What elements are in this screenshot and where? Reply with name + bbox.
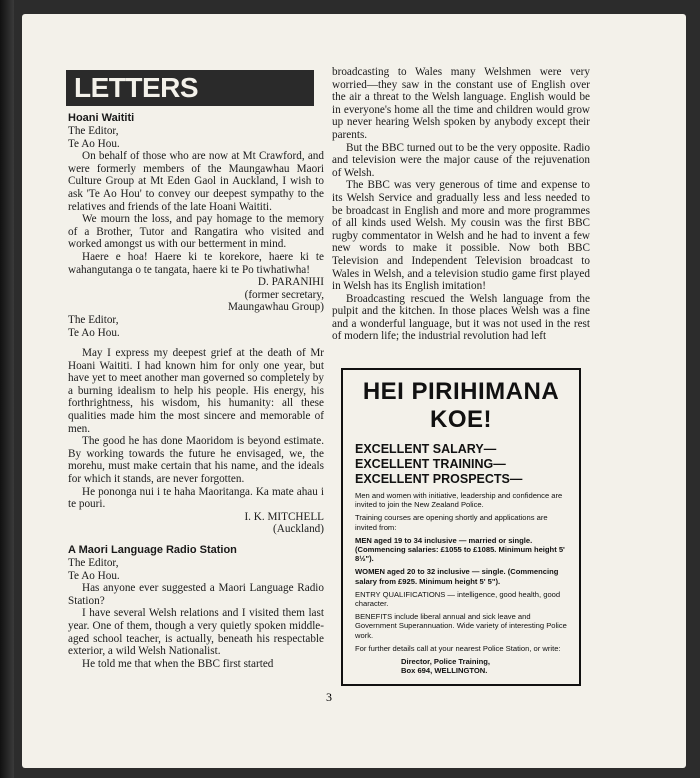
book-gutter: [0, 0, 14, 778]
right-column: [332, 66, 590, 343]
left-column: [68, 112, 324, 670]
advert-text: ENTRY QUALIFICATIONS — intelligence, good health, good character.: [355, 589, 561, 609]
advert-feature: EXCELLENT TRAINING—: [355, 457, 506, 471]
advert-text: For further details call at your nearest Police Station, or write:: [355, 643, 561, 653]
advert-text: WOMEN aged 20 to 32 inclusive — single. (Commencing salary from £925. Minimum height 5' 5").: [355, 567, 559, 586]
salutation: The Editor,: [68, 313, 119, 326]
advert-address: Box 694, WELLINGTON.: [401, 666, 488, 676]
salutation: The Editor,: [68, 557, 119, 569]
paragraph: I have several Welsh relations and I visited them last year. One of them, though a very quietly spoken middle-aged school teacher, is actually, beneath his respectable exterior, a wild Welsh Nationalist.: [68, 607, 324, 658]
section-title: LETTERS: [66, 70, 314, 106]
advert-text: Training courses are opening shortly and applications are invited from:: [355, 513, 548, 532]
advert-address: Director, Police Training,: [401, 657, 491, 667]
letter-heading: A Maori Language Radio Station: [68, 544, 237, 556]
page-number: 3: [326, 690, 332, 704]
paragraph: Has anyone ever suggested a Maori Language Radio Station?: [68, 582, 324, 607]
signature-name: I. K. MITCHELL: [244, 510, 324, 523]
advert-feature: EXCELLENT PROSPECTS—: [355, 472, 523, 486]
advert-text: Men and women with initiative, leadership and confidence are invited to join the New Zealand Police.: [355, 491, 563, 510]
paragraph: He told me that when the BBC first started: [82, 657, 274, 670]
paragraph: We mourn the loss, and pay homage to the memory of a Brother, Tutor and Rangatira who visited and worked amongst us with our betterment in mind.: [68, 213, 324, 251]
paragraph: He pononga nui i te haha Maoritanga. Ka mate ahau i te pouri.: [68, 485, 324, 511]
advert-headline: HEI PIRIHIMANA: [362, 378, 560, 405]
salutation: Te Ao Hou.: [68, 137, 120, 150]
salutation: Te Ao Hou.: [68, 569, 120, 582]
signature-name: D. PARANIHI: [257, 276, 324, 289]
signature-role: (former secretary,: [244, 288, 324, 301]
signature-place: (Auckland): [273, 523, 324, 536]
paragraph: Broadcasting rescued the Welsh language from the pulpit and the kitchen. In those places Welsh was a fine and a wonderful language, but it was not used in the rest of modern life; the industrial revolution had left: [332, 292, 590, 343]
paragraph: On behalf of those who are now at Mt Crawford, and were formerly members of the Maungawhau Maori Culture Group at Mt Eden Gaol in Auckland, I wish to ask 'Te Ao Hou' to convey our deepest sympathy to the relatives and friends of the late Hoani Waititi.: [68, 150, 324, 213]
signature-role: Maungawhau Group): [227, 301, 324, 314]
advert-feature: EXCELLENT SALARY—: [355, 442, 497, 456]
police-recruitment-advert: [341, 368, 581, 686]
advert-text: MEN aged 19 to 34 inclusive — married or single. (Commencing salaries: £1055 to £1085. Minimum height 5' 8½").: [355, 535, 565, 564]
salutation: Te Ao Hou.: [68, 326, 120, 339]
paragraph: broadcasting to Wales many Welshmen were very worried—they saw in the constant use of English over the air a threat to the Welsh language. English would be in everyone's home all the time and children would grow up never hearing Welsh spoken by anybody except their parents.: [332, 66, 590, 141]
paragraph: The good he has done Maoridom is beyond estimate. By working towards the future he envisaged, we, the morehu, must make certain that his name, and the ideals for which it stands, are never forgotten.: [68, 435, 324, 486]
advert-text: BENEFITS include liberal annual and sick leave and Government Superannuation. Wide variety of interesting Police work.: [355, 612, 567, 640]
paragraph: May I express my deepest grief at the death of Mr Hoani Waititi. I had known him for only one year, but have yet to meet another man governed so completely by a burning idealism to help his people. His energy, his forthrightness, his wisdom, his humanity: all these qualities made him the most sincere and memorable of men.: [68, 347, 324, 435]
paragraph: The BBC was very generous of time and expense to its Welsh Service and gradually less and less needed to be broadcast in English and more and more programmes of all kinds used Welsh. My cousin was the first BBC rugby commentator in Welsh and he had to invent a few new words to make it possible. Now both BBC Television and Independent Television broadcast to Wales in Welsh, and a television studio game first played in Welsh has its English imitation!: [332, 179, 590, 293]
letter-heading: Hoani Waititi: [68, 112, 135, 124]
salutation: The Editor,: [68, 125, 119, 137]
advert-headline: KOE!: [430, 406, 492, 433]
paragraph: Haere e hoa! Haere ki te korekore, haere ki te wahangutanga o te tangata, haere ki te Po tiwhatiwha!: [68, 250, 324, 276]
paragraph: But the BBC turned out to be the very opposite. Radio and television were the major cause of the rejuvenation of Welsh.: [332, 141, 590, 179]
